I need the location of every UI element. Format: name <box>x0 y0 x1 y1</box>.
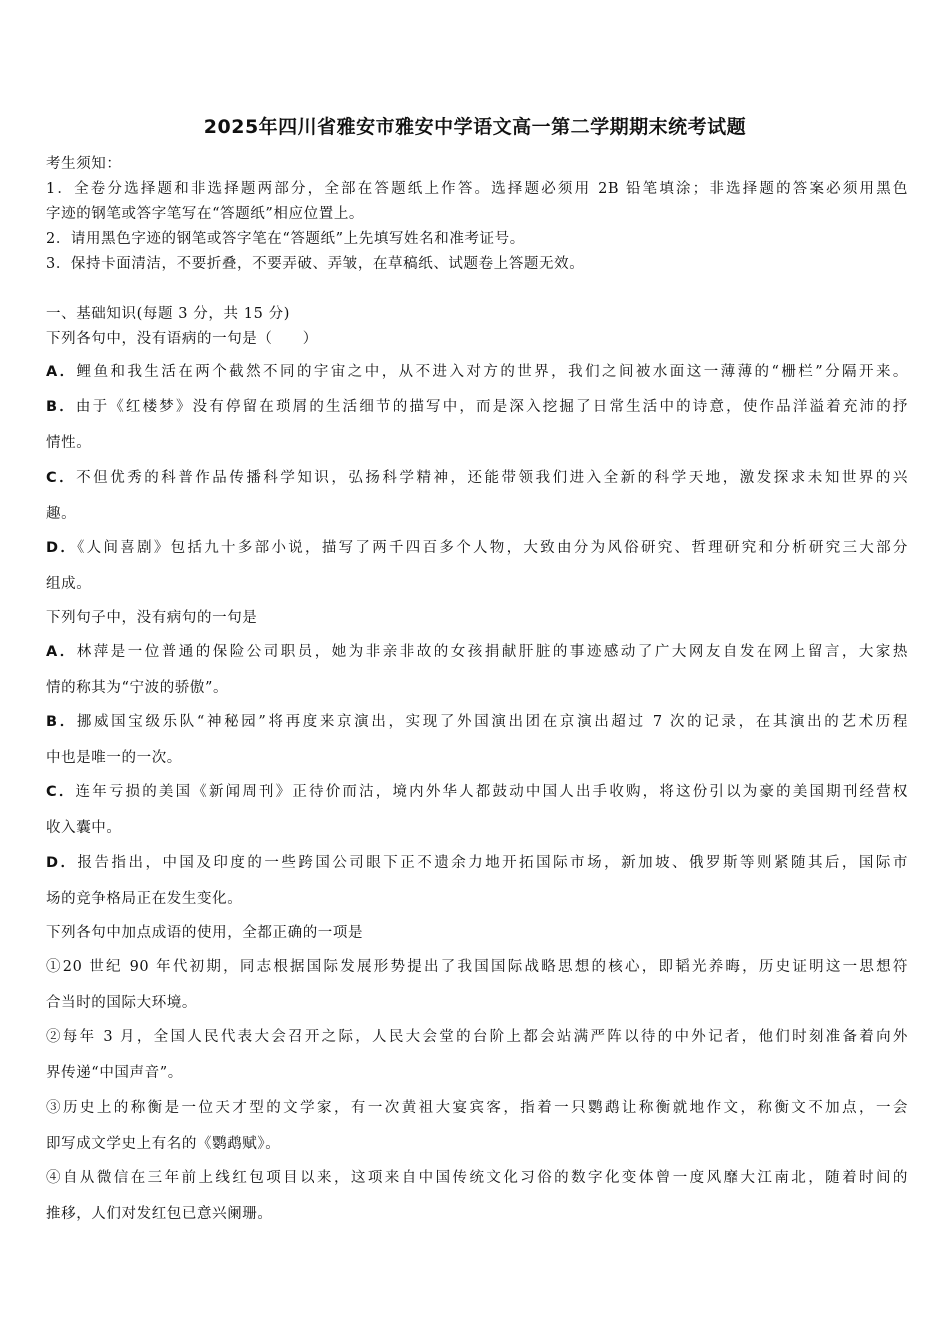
q2-option-c <box>46 780 908 801</box>
notice-item-3: 3．保持卡面清洁，不要折叠，不要弄破、弄皱，在草稿纸、试题卷上答题无效。 <box>46 256 585 272</box>
q3-sentence-2: ②每年 3 月，全国人民代表大会召开之际，人民大会堂的台阶上都会站满严阵以待的中外记者，他们时刻准备着向外 <box>46 1029 908 1045</box>
option-text: 《人间喜剧》包括九十多部小说，描写了两千四百多个人物，大致由分为风俗研究、哲理研究和分析研究三大部分 <box>77 540 908 556</box>
notice-item-1-line-2: 字迹的钢笔或答字笔写在“答题纸”相应位置上。 <box>46 206 365 222</box>
q3-sentence-3-line-2: 即写成文学史上有名的《鹦鹉赋》。 <box>46 1136 281 1152</box>
option-label: D． <box>46 855 78 871</box>
option-text: 连年亏损的美国《新闻周刊》正待价而沽，境内外华人都鼓动中国人出手收购，将这份引以为豪的美国期刊经营权 <box>75 784 909 800</box>
q1-stem: 下列各句中，没有语病的一句是（ ） <box>46 331 318 347</box>
q1-option-c-line-2: 趣。 <box>46 506 77 522</box>
option-label: B． <box>46 714 77 730</box>
option-text: 林萍是一位普通的保险公司职员，她为非亲非故的女孩捐献肝脏的事迹感动了广大网友自发在网上留言，大家热 <box>76 644 908 660</box>
q1-option-b-line-2: 情性。 <box>46 435 92 451</box>
q1-option-a <box>46 360 908 381</box>
q3-sentence-1: ①20 世纪 90 年代初期，同志根据国际发展形势提出了我国国际战略思想的核心，即韬光养晦，历史证明这一思想符 <box>46 959 908 975</box>
q2-option-b <box>46 710 908 731</box>
option-text: 鲤鱼和我生活在两个截然不同的宇宙之中，从不进入对方的世界，我们之间被水面这一薄薄的“栅栏”分隔开来。 <box>76 364 908 380</box>
option-label: A． <box>46 644 77 660</box>
section-heading: 一、基础知识(每题 3 分，共 15 分) <box>46 306 291 322</box>
option-text: 由于《红楼梦》没有停留在琐屑的生活细节的描写中，而是深入挖掘了日常生活中的诗意，使作品洋溢着充沛的抒 <box>75 399 908 415</box>
option-text: 不但优秀的科普作品传播科学知识，弘扬科学精神，还能带领我们进入全新的科学天地，激发探求未知世界的兴 <box>76 470 908 486</box>
option-label: A． <box>46 364 77 380</box>
q3-sentence-4: ④自从微信在三年前上线红包项目以来，这项来自中国传统文化习俗的数字化变体曾一度风靡大江南北，随着时间的 <box>46 1170 908 1186</box>
q2-option-b-line-2: 中也是唯一的一次。 <box>46 750 182 766</box>
q2-option-a-line-2: 情的称其为“宁波的骄傲”。 <box>46 680 229 696</box>
q3-stem: 下列各句中加点成语的使用，全都正确的一项是 <box>46 925 364 941</box>
q1-option-b <box>46 395 908 416</box>
notice-heading: 考生须知： <box>46 156 122 172</box>
page-title: 2025年四川省雅安市雅安中学语文高一第二学期期末统考试题 <box>203 116 747 138</box>
q1-option-d-line-2: 组成。 <box>46 576 92 592</box>
q2-stem: 下列句子中，没有病句的一句是 <box>46 610 258 626</box>
q3-sentence-2-line-2: 界传递“中国声音”。 <box>46 1065 183 1081</box>
q1-option-c <box>46 466 908 487</box>
option-label: D． <box>46 540 78 556</box>
q2-option-a <box>46 640 908 661</box>
notice-item-2: 2．请用黑色字迹的钢笔或答字笔在“答题纸”上先填写姓名和准考证号。 <box>46 231 525 247</box>
q2-option-d-line-2: 场的竞争格局正在发生变化。 <box>46 891 243 907</box>
notice-item-1-line-1: 1．全卷分选择题和非选择题两部分，全部在答题纸上作答。选择题必须用 2B 铅笔填涂；非选择题的答案必须用黑色 <box>46 181 908 197</box>
option-text: 报告指出，中国及印度的一些跨国公司眼下正不遗余力地开拓国际市场，新加坡、俄罗斯等则紧随其后，国际市 <box>77 855 908 871</box>
q3-sentence-4-line-2: 推移，人们对发红包已意兴阑珊。 <box>46 1206 273 1222</box>
q2-option-c-line-2: 收入囊中。 <box>46 820 122 836</box>
q2-option-d <box>46 851 908 872</box>
q3-sentence-3: ③历史上的称衡是一位天才型的文学家，有一次黄祖大宴宾客，指着一只鹦鹉让称衡就地作文，称衡文不加点，一会 <box>46 1100 908 1116</box>
option-label: C． <box>46 784 76 800</box>
q3-sentence-1-line-2: 合当时的国际大环境。 <box>46 995 197 1011</box>
option-text: 挪威国宝级乐队“神秘园”将再度来京演出，实现了外国演出团在京演出超过 7 次的记录，在其演出的艺术历程 <box>76 714 908 730</box>
option-label: C． <box>46 470 77 486</box>
q1-option-d <box>46 536 908 557</box>
option-label: B． <box>46 399 76 415</box>
